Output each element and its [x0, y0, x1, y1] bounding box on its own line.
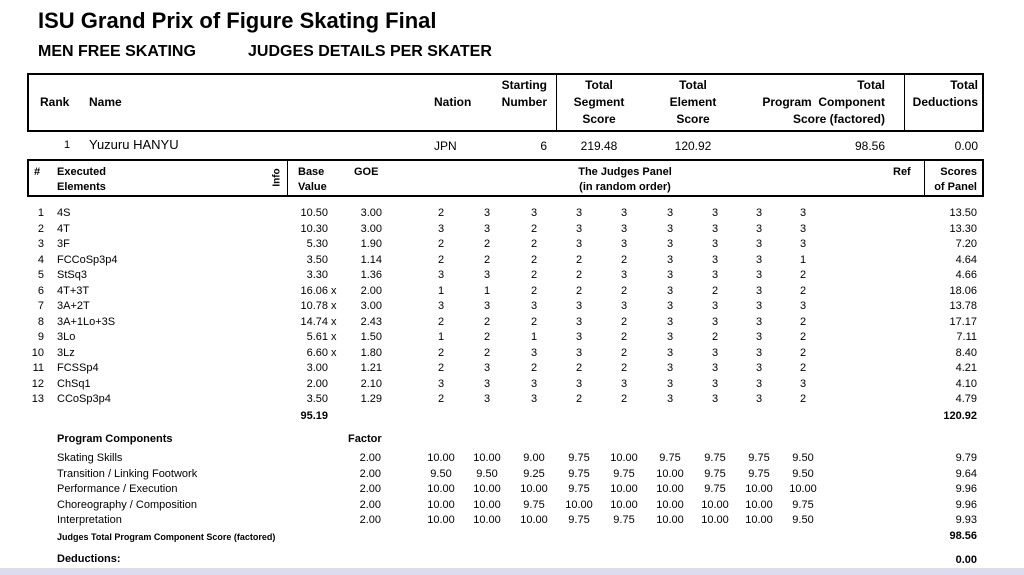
skater-deductions: 0.00 [954, 139, 978, 153]
element-goe: 2.10 [360, 377, 382, 390]
judge-goe-score: 2 [799, 393, 807, 405]
component-factor: 2.00 [359, 498, 381, 511]
judge-goe-score: 3 [666, 207, 674, 219]
skater-nation: JPN [434, 139, 457, 153]
element-goe: 1.21 [360, 362, 382, 374]
total-pcs-header: Total Program Component Score (factored) [762, 78, 885, 126]
judge-component-score: 9.75 [748, 452, 770, 464]
element-number: 4 [37, 253, 44, 266]
judge-goe-score: 3 [483, 207, 491, 219]
element-bonus-marker: x [331, 300, 337, 312]
element-panel-score: 13.30 [949, 222, 977, 235]
element-number: 9 [37, 331, 44, 343]
element-goe: 2.43 [360, 315, 382, 328]
judge-goe-score: 3 [711, 253, 719, 266]
judge-goe-score: 2 [711, 331, 719, 343]
judge-goe-score: 3 [666, 253, 674, 266]
judge-component-score: 10.00 [520, 514, 548, 526]
judge-goe-score: 2 [483, 238, 491, 250]
judge-goe-score: 3 [666, 377, 674, 390]
element-name: FCSSp4 [57, 362, 99, 374]
deductions-label: Deductions: [57, 553, 121, 565]
judge-goe-score: 3 [799, 207, 807, 219]
num-header: # [34, 166, 41, 178]
judge-goe-score: 3 [575, 222, 583, 235]
element-base-value: 5.61 [306, 331, 328, 343]
judge-component-score: 10.00 [745, 498, 773, 511]
judge-goe-score: 3 [575, 315, 583, 328]
ref-header: Ref [893, 166, 911, 178]
judge-goe-score: 2 [620, 362, 628, 374]
element-base-value: 3.50 [306, 393, 328, 405]
element-bonus-marker: x [331, 315, 337, 328]
element-goe: 1.14 [360, 253, 382, 266]
judge-goe-score: 3 [575, 346, 583, 359]
judge-goe-score: 3 [666, 238, 674, 250]
judge-goe-score: 3 [483, 393, 491, 405]
element-panel-score: 7.11 [956, 331, 977, 343]
total-segment-score-header: Total Segment Score [573, 78, 625, 126]
skater-pcs: 98.56 [854, 139, 885, 153]
judge-goe-score: 3 [755, 346, 763, 359]
judge-goe-score: 2 [575, 362, 583, 374]
nation-header: Nation [434, 95, 472, 109]
judge-goe-score: 2 [575, 393, 583, 405]
judge-goe-score: 2 [575, 269, 583, 281]
judge-component-score: 9.75 [613, 467, 635, 480]
judge-goe-score: 3 [530, 300, 538, 312]
element-goe: 1.90 [360, 238, 382, 250]
judge-goe-score: 2 [620, 393, 628, 405]
judge-goe-score: 3 [755, 207, 763, 219]
judge-goe-score: 2 [799, 362, 807, 374]
component-factor: 2.00 [359, 467, 381, 480]
judge-goe-score: 3 [666, 222, 674, 235]
page-bottom-band [0, 568, 1024, 575]
component-factor: 2.00 [359, 483, 381, 495]
element-goe: 1.50 [360, 331, 382, 343]
judge-goe-score: 3 [620, 238, 628, 250]
element-goe: 3.00 [360, 222, 382, 235]
element-goe: 2.00 [360, 284, 382, 297]
element-panel-score: 4.21 [955, 362, 977, 374]
judge-goe-score: 2 [530, 315, 538, 328]
judge-goe-score: 3 [755, 269, 763, 281]
element-panel-score: 4.64 [955, 253, 977, 266]
element-bonus-marker: x [331, 346, 337, 359]
skater-starting-number: 6 [540, 139, 547, 153]
judge-goe-score: 2 [620, 253, 628, 266]
deductions-value: 0.00 [955, 554, 977, 566]
judge-component-score: 9.75 [568, 483, 590, 495]
element-panel-score: 17.17 [949, 315, 977, 328]
judge-component-score: 9.25 [523, 467, 545, 480]
judge-goe-score: 3 [755, 238, 763, 250]
judge-component-score: 9.50 [430, 467, 452, 480]
element-bonus-marker: x [331, 331, 337, 343]
base-value-total: 95.19 [300, 410, 328, 422]
judge-goe-score: 3 [666, 362, 674, 374]
element-goe: 1.36 [360, 269, 382, 281]
judge-goe-score: 2 [483, 331, 491, 343]
judge-component-score: 9.75 [704, 452, 726, 464]
executed-elements-header: Executed Elements [57, 166, 106, 193]
judge-goe-score: 3 [799, 377, 807, 390]
page-title: ISU Grand Prix of Figure Skating Final [38, 8, 437, 33]
judge-component-score: 10.00 [427, 498, 455, 511]
judge-component-score: 9.75 [704, 467, 726, 480]
judge-goe-score: 2 [530, 269, 538, 281]
element-name: ChSq1 [57, 377, 91, 390]
element-number: 5 [37, 269, 44, 281]
element-base-value: 14.74 [300, 315, 328, 328]
element-base-value: 10.50 [300, 207, 328, 219]
judge-goe-score: 3 [755, 362, 763, 374]
element-number: 1 [37, 207, 44, 219]
judge-goe-score: 2 [483, 253, 491, 266]
judge-component-score: 9.75 [568, 452, 590, 464]
judge-goe-score: 3 [530, 346, 538, 359]
judge-goe-score: 3 [711, 207, 719, 219]
judge-goe-score: 1 [799, 253, 807, 266]
judge-component-score: 10.00 [701, 514, 729, 526]
judge-goe-score: 3 [711, 300, 719, 312]
element-number: 7 [37, 300, 44, 312]
judge-component-score: 9.50 [792, 467, 814, 480]
judge-goe-score: 1 [437, 284, 445, 297]
component-name: Skating Skills [57, 452, 123, 464]
judge-goe-score: 3 [620, 222, 628, 235]
judge-goe-score: 2 [799, 315, 807, 328]
judge-goe-score: 3 [530, 393, 538, 405]
judge-component-score: 10.00 [427, 452, 455, 464]
component-name: Choreography / Composition [57, 498, 198, 511]
skater-tes: 120.92 [674, 139, 712, 153]
element-name: 4S [57, 207, 71, 219]
element-panel-score: 8.40 [955, 346, 977, 359]
pcs-total-label: Judges Total Program Component Score (factored) [57, 532, 276, 542]
judge-goe-score: 3 [711, 315, 719, 328]
element-number: 13 [31, 393, 44, 405]
components-title: Program Components [57, 433, 173, 445]
judge-component-score: 10.00 [656, 483, 684, 495]
judge-goe-score: 2 [711, 284, 719, 297]
judge-goe-score: 2 [620, 284, 628, 297]
judge-goe-score: 3 [620, 377, 628, 390]
element-base-value: 16.06 [300, 284, 328, 297]
judge-goe-score: 3 [711, 238, 719, 250]
element-name: CCoSp3p4 [57, 393, 111, 405]
judges-panel-header: The Judges Panel (in random order) [578, 166, 672, 193]
element-base-value: 3.30 [306, 269, 328, 281]
judge-component-score: 10.00 [701, 498, 729, 511]
element-base-value: 5.30 [306, 238, 328, 250]
judge-goe-score: 3 [575, 331, 583, 343]
judge-goe-score: 3 [575, 238, 583, 250]
element-name: 3F [57, 238, 70, 250]
judge-component-score: 10.00 [610, 498, 638, 511]
element-bonus-marker: x [331, 284, 337, 297]
judge-goe-score: 3 [575, 300, 583, 312]
name-header: Name [89, 95, 122, 109]
skater-name: Yuzuru HANYU [89, 137, 179, 152]
pcs-total: 98.56 [949, 530, 977, 542]
element-panel-score: 7.20 [955, 238, 977, 250]
element-name: 3Lz [57, 346, 75, 359]
component-name: Performance / Execution [57, 483, 178, 495]
rank-header: Rank [40, 95, 70, 109]
element-panel-score: 18.06 [949, 284, 977, 297]
judge-goe-score: 3 [755, 284, 763, 297]
judge-goe-score: 3 [755, 315, 763, 328]
judge-component-score: 9.75 [613, 514, 635, 526]
element-base-value: 6.60 [306, 346, 328, 359]
judge-goe-score: 2 [437, 315, 445, 328]
judge-goe-score: 3 [666, 346, 674, 359]
element-number: 12 [31, 377, 44, 390]
element-name: 3Lo [57, 331, 76, 343]
judge-goe-score: 3 [483, 222, 491, 235]
judge-goe-score: 2 [530, 238, 538, 250]
judge-goe-score: 2 [437, 362, 445, 374]
total-deductions-header: Total Deductions [912, 78, 978, 109]
judge-goe-score: 3 [711, 222, 719, 235]
judge-goe-score: 2 [530, 284, 538, 297]
judge-component-score: 10.00 [473, 452, 501, 464]
judge-goe-score: 2 [620, 346, 628, 359]
element-number: 11 [32, 362, 44, 374]
judge-goe-score: 3 [437, 269, 445, 281]
judge-component-score: 9.50 [476, 467, 498, 480]
skater-rank: 1 [64, 139, 71, 151]
element-number: 6 [37, 284, 44, 297]
base-value-header: Base Value [298, 166, 327, 193]
element-name: 3A+1Lo+3S [57, 315, 116, 328]
goe-header: GOE [354, 166, 379, 178]
element-goe: 1.80 [360, 346, 382, 359]
judge-goe-score: 3 [666, 284, 674, 297]
judge-goe-score: 2 [483, 346, 491, 359]
judge-goe-score: 2 [530, 253, 538, 266]
judge-goe-score: 2 [620, 331, 628, 343]
judge-component-score: 10.00 [610, 452, 638, 464]
component-panel-score: 9.79 [955, 452, 977, 464]
judge-goe-score: 3 [530, 207, 538, 219]
elements-header-box [27, 159, 984, 197]
judge-component-score: 10.00 [745, 514, 773, 526]
judge-goe-score: 3 [711, 377, 719, 390]
total-element-score-header: Total Element Score [669, 78, 717, 126]
judge-goe-score: 2 [437, 253, 445, 266]
judge-goe-score: 2 [530, 222, 538, 235]
judge-goe-score: 3 [530, 377, 538, 390]
judge-component-score: 9.00 [523, 452, 545, 464]
judge-component-score: 10.00 [473, 483, 501, 495]
element-base-value: 10.78 [300, 300, 328, 312]
judge-goe-score: 3 [483, 269, 491, 281]
judge-component-score: 10.00 [656, 498, 684, 511]
judge-goe-score: 3 [755, 222, 763, 235]
element-name: 3A+2T [57, 300, 90, 312]
judge-goe-score: 3 [755, 393, 763, 405]
judge-goe-score: 3 [755, 331, 763, 343]
judge-goe-score: 2 [437, 238, 445, 250]
judge-goe-score: 3 [799, 222, 807, 235]
report-title: JUDGES DETAILS PER SKATER [248, 43, 492, 60]
judge-goe-score: 3 [711, 362, 719, 374]
element-panel-score: 13.50 [949, 207, 977, 219]
element-number: 2 [37, 222, 44, 235]
judge-component-score: 9.75 [568, 467, 590, 480]
judge-component-score: 9.75 [748, 467, 770, 480]
element-panel-score: 4.10 [955, 377, 977, 390]
element-panel-score: 4.79 [955, 393, 977, 405]
judge-component-score: 9.75 [568, 514, 590, 526]
judge-component-score: 10.00 [610, 483, 638, 495]
judge-goe-score: 2 [799, 346, 807, 359]
element-goe: 1.29 [360, 393, 382, 405]
judge-goe-score: 3 [711, 269, 719, 281]
judge-component-score: 10.00 [520, 483, 548, 495]
element-name: 4T [57, 222, 70, 235]
judge-goe-score: 3 [755, 253, 763, 266]
judge-goe-score: 3 [620, 207, 628, 219]
judge-goe-score: 3 [755, 377, 763, 390]
tes-total: 120.92 [943, 410, 977, 422]
factor-header: Factor [348, 433, 382, 445]
judge-goe-score: 2 [483, 315, 491, 328]
judge-component-score: 9.50 [792, 452, 814, 464]
element-name: FCCoSp3p4 [57, 253, 118, 266]
judge-goe-score: 1 [483, 284, 491, 297]
judge-goe-score: 3 [711, 346, 719, 359]
element-goe: 3.00 [360, 300, 382, 312]
judge-goe-score: 2 [620, 315, 628, 328]
judge-goe-score: 3 [437, 300, 445, 312]
judge-goe-score: 3 [755, 300, 763, 312]
element-base-value: 10.30 [300, 222, 328, 235]
judge-component-score: 10.00 [473, 514, 501, 526]
divider [556, 74, 557, 131]
element-number: 10 [31, 346, 44, 359]
judge-goe-score: 3 [799, 238, 807, 250]
judge-component-score: 9.75 [704, 483, 726, 495]
judge-component-score: 10.00 [656, 467, 684, 480]
element-base-value: 2.00 [306, 377, 328, 390]
judge-component-score: 10.00 [565, 498, 593, 511]
component-panel-score: 9.96 [955, 483, 977, 495]
judge-goe-score: 3 [437, 377, 445, 390]
element-number: 3 [37, 238, 44, 250]
component-panel-score: 9.96 [955, 498, 977, 511]
judge-goe-score: 2 [799, 269, 807, 281]
judge-goe-score: 3 [483, 362, 491, 374]
judge-goe-score: 3 [575, 377, 583, 390]
judge-component-score: 10.00 [473, 498, 501, 511]
scores-of-panel-header: Scores of Panel [934, 166, 977, 193]
judge-goe-score: 3 [437, 222, 445, 235]
judge-component-score: 9.75 [792, 498, 814, 511]
judge-goe-score: 3 [711, 393, 719, 405]
judge-goe-score: 3 [483, 377, 491, 390]
component-panel-score: 9.64 [955, 467, 977, 480]
element-name: StSq3 [57, 269, 87, 281]
component-panel-score: 9.93 [955, 514, 977, 526]
component-factor: 2.00 [359, 452, 381, 464]
judge-goe-score: 3 [666, 393, 674, 405]
component-name: Transition / Linking Footwork [57, 467, 198, 480]
judge-goe-score: 2 [437, 393, 445, 405]
judge-goe-score: 3 [483, 300, 491, 312]
component-name: Interpretation [57, 514, 122, 526]
element-goe: 3.00 [360, 207, 382, 219]
judge-component-score: 10.00 [427, 483, 455, 495]
element-panel-score: 4.66 [955, 269, 977, 281]
divider [287, 160, 288, 196]
judge-goe-score: 1 [437, 331, 445, 343]
judge-goe-score: 3 [620, 300, 628, 312]
judge-goe-score: 2 [437, 346, 445, 359]
starting-number-header: Starting Number [501, 78, 547, 109]
judge-component-score: 9.75 [659, 452, 681, 464]
skater-tss: 219.48 [580, 139, 618, 153]
judge-goe-score: 3 [666, 315, 674, 328]
judge-component-score: 10.00 [427, 514, 455, 526]
judge-goe-score: 3 [666, 300, 674, 312]
component-factor: 2.00 [359, 514, 381, 526]
segment-title: MEN FREE SKATING [38, 43, 196, 60]
judge-component-score: 9.75 [523, 498, 545, 511]
judge-goe-score: 2 [437, 207, 445, 219]
judge-component-score: 10.00 [745, 483, 773, 495]
judge-component-score: 10.00 [656, 514, 684, 526]
judge-goe-score: 2 [530, 362, 538, 374]
judge-component-score: 9.50 [792, 514, 814, 526]
element-name: 4T+3T [57, 284, 90, 297]
judge-goe-score: 3 [666, 269, 674, 281]
judge-goe-score: 3 [799, 300, 807, 312]
judge-goe-score: 3 [575, 207, 583, 219]
judge-goe-score: 3 [620, 269, 628, 281]
judge-goe-score: 2 [799, 331, 807, 343]
element-panel-score: 13.78 [949, 300, 977, 312]
judge-goe-score: 3 [666, 331, 674, 343]
element-number: 8 [37, 315, 44, 328]
element-base-value: 3.50 [306, 253, 328, 266]
judge-goe-score: 2 [799, 284, 807, 297]
info-header: Info [271, 168, 283, 187]
judge-component-score: 10.00 [789, 483, 817, 495]
judge-goe-score: 2 [575, 253, 583, 266]
element-base-value: 3.00 [306, 362, 328, 374]
judge-goe-score: 2 [575, 284, 583, 297]
judge-goe-score: 1 [530, 331, 538, 343]
